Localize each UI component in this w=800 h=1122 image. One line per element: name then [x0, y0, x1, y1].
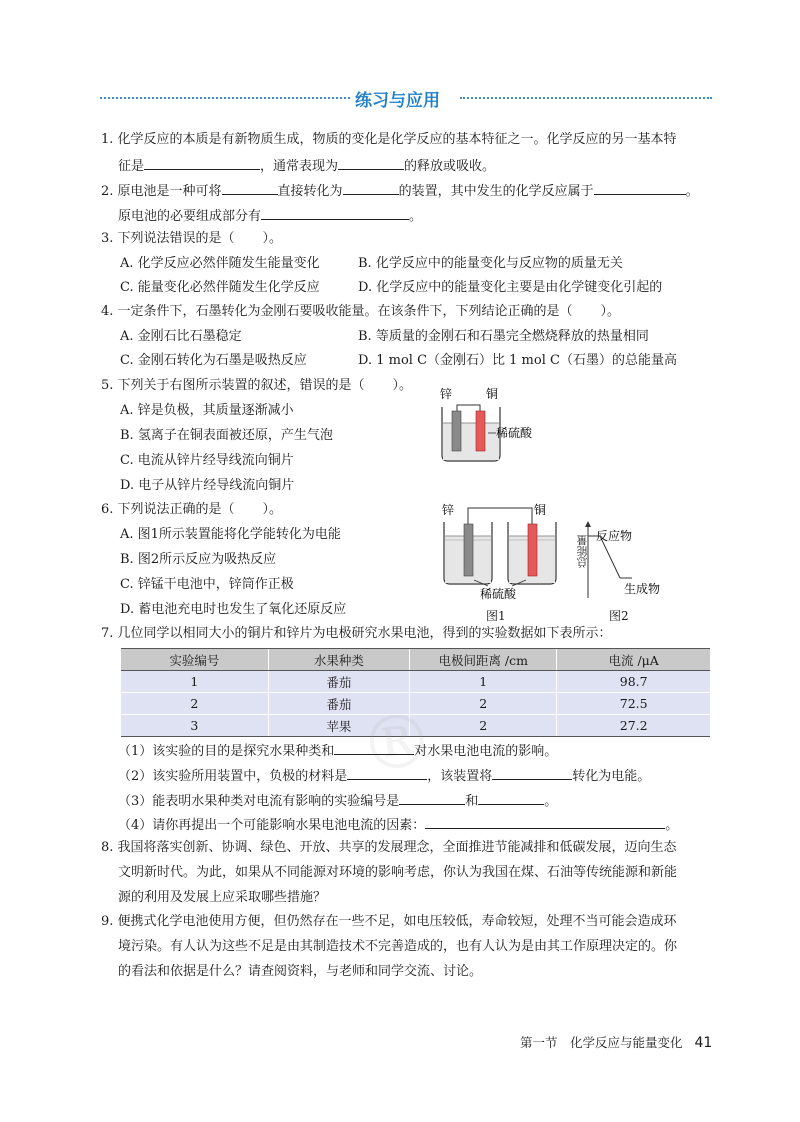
- q2-line2: 原电池的必要组成部分有 。: [118, 205, 422, 227]
- copper-label: 铜: [486, 387, 499, 401]
- header-divider-right: [460, 97, 712, 99]
- q8-line1: 8. 我国将落实创新、协调、绿色、开放、共享的发展理念，全面推进节能减排和低碳发展，迈向生态: [101, 840, 677, 855]
- table-cell: 72.5: [557, 693, 710, 715]
- zinc-label: 锌: [442, 503, 455, 517]
- table-cell: 2: [410, 715, 557, 737]
- answer-blank[interactable]: [594, 180, 686, 195]
- zinc-electrode: [464, 524, 473, 576]
- q5-cell-diagram: [430, 385, 540, 467]
- acid-label: 稀硫酸: [480, 587, 517, 601]
- answer-blank[interactable]: [261, 205, 409, 220]
- q4-option-c: C. 金刚石转化为石墨是吸热反应: [120, 353, 307, 368]
- q6-stem: 6. 下列说法正确的是（ ）。: [101, 502, 283, 517]
- answer-blank[interactable]: [347, 765, 427, 780]
- q3-option-b: B. 化学反应中的能量变化与反应物的质量无关: [358, 256, 623, 271]
- zinc-label: 锌: [440, 387, 453, 401]
- q6-option-a: A. 图1所示装置能将化学能转化为电能: [120, 527, 341, 542]
- reactant-label: 反应物: [596, 529, 633, 543]
- q9-line2: 境污染。有人认为这些不足是由其制造技术不完善造成的，也有人认为是由其工作原理决定的。你: [118, 939, 678, 954]
- table-row: [121, 671, 710, 693]
- page-number: 41: [694, 1035, 713, 1051]
- q1-line1: 1. 化学反应的本质是有新物质生成，物质的变化是化学反应的基本特征之一。化学反应的另一基本特: [101, 132, 677, 147]
- table-cell: 1: [121, 671, 268, 693]
- answer-blank[interactable]: [338, 155, 404, 170]
- acid-solution: [443, 423, 499, 460]
- q3-option-c: C. 能量变化必然伴随发生化学反应: [120, 280, 320, 295]
- q9-line1: 9. 便携式化学电池使用方便，但仍然存在一些不足，如电压较低，寿命较短，处理不当可能会造成环: [101, 914, 677, 929]
- copper-electrode: [528, 524, 537, 576]
- table-cell: 番茄: [268, 693, 409, 715]
- answer-blank[interactable]: [334, 740, 414, 755]
- q5-option-d: D. 电子从锌片经导线流向铜片: [120, 478, 295, 493]
- q7-sub1: （1）该实验的目的是探究水果种类和 对水果电池电流的影响。: [118, 740, 557, 762]
- q5-option-c: C. 电流从锌片经导线流向铜片: [120, 453, 294, 468]
- footer-section-title: 第一节 化学反应与能量变化: [520, 1035, 683, 1050]
- answer-blank[interactable]: [492, 765, 572, 780]
- answer-blank[interactable]: [478, 790, 544, 805]
- q4-option-d: D. 1 mol C（金刚石）比 1 mol C（石墨）的总能量高: [358, 353, 677, 368]
- answer-blank[interactable]: [144, 155, 260, 170]
- q7-sub3: （3）能表明水果种类对电流有影响的实验编号是 和 。: [118, 790, 557, 812]
- q8-line3: 源的利用及发展上应采取哪些措施？: [118, 890, 327, 905]
- q3-stem: 3. 下列说法错误的是（ ）。: [101, 231, 283, 246]
- header-divider-left: [100, 97, 350, 99]
- table-cell: 番茄: [268, 671, 409, 693]
- table-cell: 2: [410, 693, 557, 715]
- copper-electrode: [476, 411, 485, 451]
- column-header: 实验编号: [121, 649, 268, 671]
- table-cell: 苹果: [268, 715, 409, 737]
- q6-option-d: D. 蓄电池充电时也发生了氧化还原反应: [120, 602, 347, 617]
- column-header: 电流 /μA: [557, 649, 710, 671]
- product-label: 生成物: [624, 582, 661, 596]
- q9-line3: 的看法和依据是什么？请查阅资料，与老师和同学交流、讨论。: [118, 964, 483, 979]
- answer-blank[interactable]: [399, 790, 465, 805]
- q7-stem: 7. 几位同学以相同大小的铜片和锌片为电极研究水果电池，得到的实验数据如下表所示：: [101, 626, 612, 641]
- copper-label: 铜: [534, 503, 547, 517]
- q5-stem: 5. 下列关于右图所示装置的叙述，错误的是（ ）。: [101, 378, 413, 393]
- q7-sub4: （4）请你再提出一个可能影响水果电池电流的因素： 。: [118, 814, 678, 836]
- column-header: 电极间距离 /cm: [410, 649, 557, 671]
- table-cell: 1: [410, 671, 557, 693]
- q5-option-a: A. 锌是负极，其质量逐渐减小: [120, 403, 294, 418]
- section-title: 练习与应用: [355, 91, 440, 111]
- answer-blank[interactable]: [425, 814, 665, 829]
- q4-stem: 4. 一定条件下，石墨转化为金刚石要吸收能量。在该条件下，下列结论正确的是（ ）。: [101, 304, 621, 319]
- table-cell: 98.7: [557, 671, 710, 693]
- answer-blank[interactable]: [222, 180, 278, 195]
- table-header-row: [121, 649, 710, 671]
- page-footer: [520, 1033, 712, 1051]
- table-cell: 3: [121, 715, 268, 737]
- acid-label: 稀硫酸: [496, 426, 533, 440]
- table-cell: 27.2: [557, 715, 710, 737]
- column-header: 水果种类: [268, 649, 409, 671]
- q7-sub2: （2）该实验所用装置中，负极的材料是 ，该装置将 转化为电能。: [118, 765, 650, 787]
- table-cell: 2: [121, 693, 268, 715]
- q6-option-b: B. 图2所示反应为吸热反应: [120, 552, 277, 567]
- q6-option-c: C. 锌锰干电池中，锌筒作正极: [120, 577, 294, 592]
- q3-option-a: A. 化学反应必然伴随发生能量变化: [120, 256, 320, 271]
- energy-axis-label: 总能量: [576, 535, 589, 568]
- watermark: ®: [354, 695, 440, 791]
- q3-option-d: D. 化学反应中的能量变化主要是由化学键变化引起的: [358, 280, 663, 295]
- zinc-electrode: [452, 411, 461, 451]
- answer-blank[interactable]: [343, 180, 399, 195]
- q2-line1: 2. 原电池是一种可将 直接转化为 的装置，其中发生的化学反应属于 。: [101, 180, 699, 202]
- q4-option-a: A. 金刚石比石墨稳定: [120, 329, 242, 344]
- wire: [468, 508, 532, 526]
- q1-line2: 征是 ，通常表现为 的释放或吸收。: [118, 155, 495, 177]
- q8-line2: 文明新时代。为此，如果从不同能源对环境的影响考虑，你认为我国在煤、石油等传统能源和新能: [118, 865, 678, 880]
- figure1-caption: 图1: [486, 609, 506, 623]
- q5-option-b: B. 氢离子在铜表面被还原，产生气泡: [120, 428, 333, 443]
- figure2-caption: 图2: [609, 609, 629, 623]
- q4-option-b: B. 等质量的金刚石和石墨完全燃烧释放的热量相同: [358, 329, 649, 344]
